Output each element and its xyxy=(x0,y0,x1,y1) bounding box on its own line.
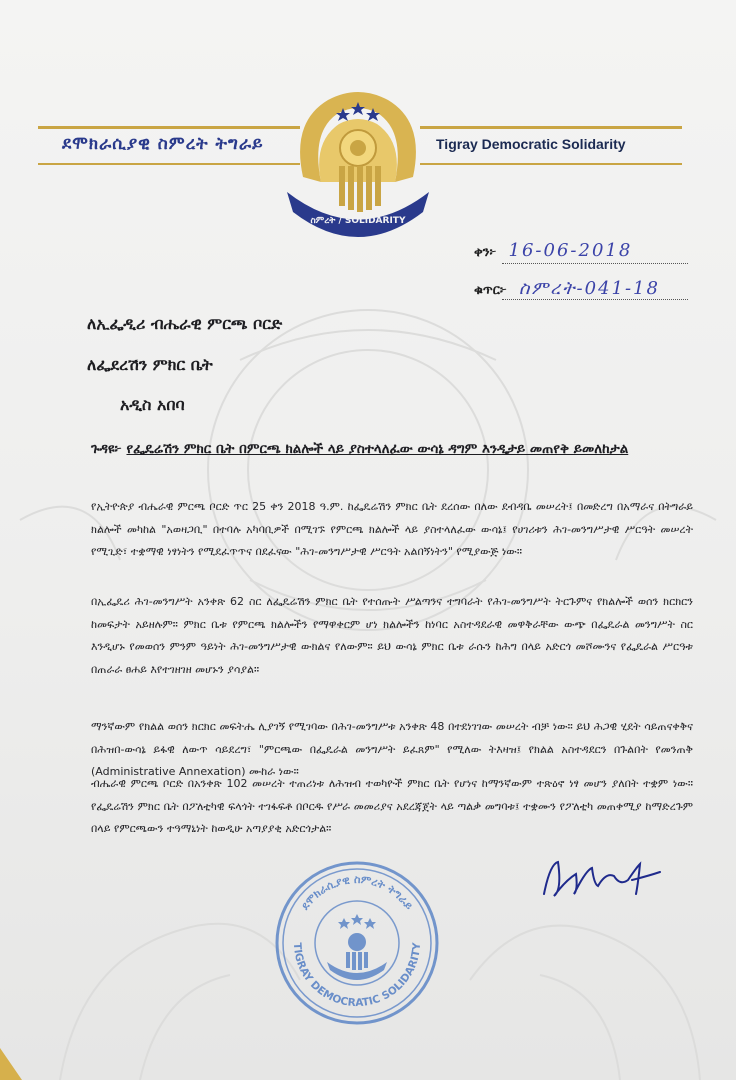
addressee-city: አዲስ አበባ xyxy=(120,395,185,414)
reference-row xyxy=(474,278,660,299)
body-paragraph-1: የኢትዮጵያ ብሔራዊ ምርጫ ቦርድ ጥር 25 ቀን 2018 ዓ.ም. ከፌዴሬሽን ምክር ቤት ደረሰው በለው ደብዳቤ መሠረት፤ በመድረግ በአማራና በትግራይ ክልሎች መካከል "አወዛጋቢ" በተባሉ አካባቢዎች በሚገኙ የምርጫ ክልሎች ላይ ያስተላለፈው ውሳኔ፤ የሀገሪቱን ሕገ-መንግሥታዊ ሥርዓት መሠረት የሚጊድ፣ ተቋማዊ ነፃነትን የሚደፈጥጥና በደፈናው "ሕገ-መንግሥታዊ ሥርዓት አልበኝነትን" የሚያውጅ ነው። xyxy=(91,500,693,558)
organization-logo xyxy=(283,82,433,242)
addressee-line-2: ለፌደረሽን ምክር ቤት xyxy=(87,355,213,374)
body-paragraph-2: በኢፌዴሪ ሕገ-መንግሥት አንቀጽ 62 ስር ለፌዴሬሽን ምክር ቤት የተሰጡት ሥልጣንና ተግባራት የሕገ-መንግሥት ትርጉምና የክልሎች ወሰን ክርክርን ከመፍታት አይዘሉም። ምክር ቤቱ የምርጫ ክልሎችን የማዋቀርም ሆነ ክልሎችን ከነባር አስተዳደራዊ መዋቅራቸው ውጭ በፌዴራል መንግሥት ስር እንዲሆኑ የመወሰን ምንም ዓይነት ሕገ-መንግሥታዊ ውክልና የለውም። ይህ ውሳኔ ምክር ቤቱ ራሱን ከሕግ በላይ አድርጎ መሾሙንና የፌዴራል ሥርዓቱ በጠራራ ፀሐይ እየተገዘገዘ መሆኑን ያሳያል። xyxy=(91,595,693,676)
letterhead-rule-left xyxy=(38,126,300,129)
org-name-amharic: ደሞክራሲያዊ ስምረት ትግራይ xyxy=(62,134,264,154)
corner-ornament xyxy=(0,1040,22,1080)
subject-line xyxy=(91,438,691,460)
date-label: ቀን፦ xyxy=(474,245,497,260)
date-underline xyxy=(502,262,688,264)
letterhead-rule-right xyxy=(420,126,682,129)
reference-label: ቁጥር፦ xyxy=(474,283,507,298)
stamp-emblem-icon xyxy=(327,914,387,980)
reference-value: ስምረት-041-18 xyxy=(518,278,660,299)
date-value: 16-06-2018 xyxy=(508,240,633,261)
reference-underline xyxy=(502,298,688,300)
subject-label: ጉዳዩ፦ xyxy=(91,441,122,457)
official-stamp xyxy=(272,858,442,1028)
subject-text: የፌዴሬሽን ምክር ቤት በምርጫ ክልሎች ላይ ያስተላለፈው ውሳኔ ዳግም እንዲታይ መጠየቅ ይመለከታል xyxy=(126,441,629,457)
svg-text:TIGRAY DEMOCRATIC SOLIDARITY: TIGRAY DEMOCRATIC SOLIDARITY xyxy=(290,942,424,1010)
org-name-english: Tigray Democratic Solidarity xyxy=(436,136,626,152)
letterhead-rule-right-bottom xyxy=(420,163,682,165)
svg-text:ደሞክራሲያዊ ስምረት ትግራይ: ደሞክራሲያዊ ስምረት ትግራይ xyxy=(298,872,416,913)
svg-text:ስምረት / SOLIDARITY: ስምረት / SOLIDARITY xyxy=(310,216,406,226)
body-paragraph-3: ማንኛውም የክልል ወሰን ክርክር መፍትሔ ሊያገኝ የሚገባው በሕገ-መንግሥቱ አንቀጽ 48 በተደነገገው መሠረት ብቻ ነው። ይህ ሕጋዊ ሂደት ሳይጠናቀቅና በሕዝበ-ውሳኔ ይፋዊ ለውጥ ሳይደረግ፣ "ምርጫው በፌዴራል መንግሥት ይፈጸም" የሚለው ትእዛዝ፤ የክልል አስተዳደርን በጉልበት የመንጠቅ (Administrative Annexation) ሙከራ ነው። xyxy=(91,720,693,778)
date-row xyxy=(474,240,632,261)
handwritten-signature xyxy=(536,850,666,910)
letterhead-rule-left-bottom xyxy=(38,163,300,165)
addressee-line-1: ለኢፌዲሪ ብሔራዊ ምርጫ ቦርድ xyxy=(87,314,283,333)
body-paragraph-4: ብሔራዊ ምርጫ ቦርድ በአንቀጽ 102 መሠረት ተጠሪነቱ ለሕዝብ ተወካዮች ምክር ቤት የሆነና ከማንኛውም ተጽዕኖ ነፃ መሆን ያለበት ተቋም ነው። የፌዴሬሽን ምክር ቤት በፖለቲካዊ ፍላጎት ተገፋፍቶ በቦርዱ የሥራ መመሪያና አደረጃጀት ላይ ጣልቃ መግባቱ፤ ተቋሙን የፖለቲካ መጠቀሚያ ከማድረጉም በላይ የምርጫውን ተዓማኒነት ከወዲሁ አጣያያቂ አድርጎታል። xyxy=(91,777,693,835)
